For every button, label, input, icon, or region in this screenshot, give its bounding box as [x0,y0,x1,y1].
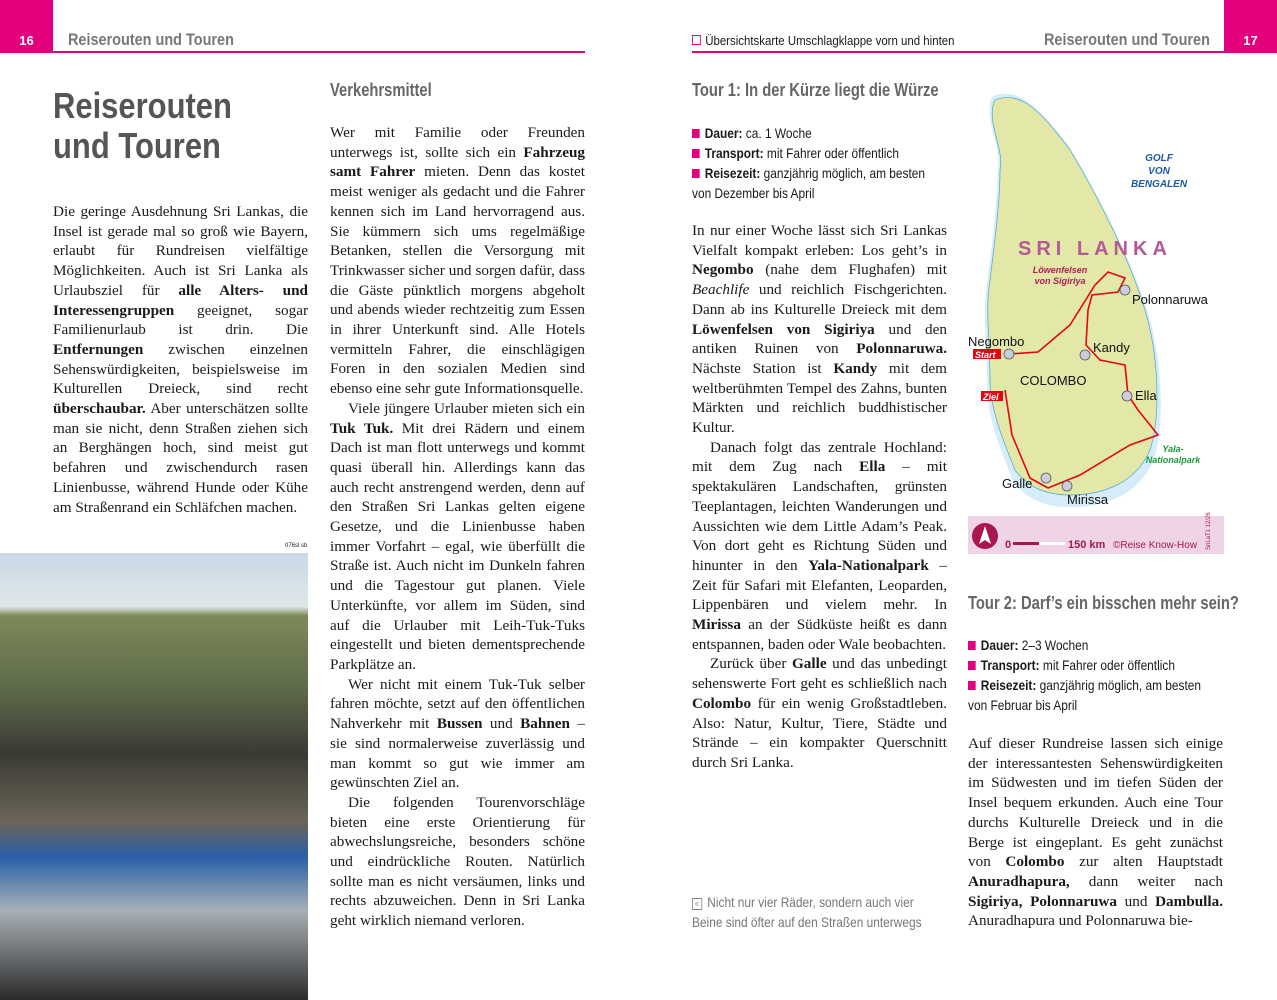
sight-label: von Sigiriya [1034,276,1086,286]
tour2-text [968,734,1223,931]
photo-credit: 076sl sb [285,543,308,549]
fact-item: Reisezeit: ganzjährig möglich, am besten von Dezember bis April [692,163,947,203]
start-label: Start [975,350,996,360]
caption-icon: < [692,898,702,910]
fact-item: Transport: mit Fahrer oder öffentlich [968,655,1223,675]
map-copyright: ©Reise Know-How [1113,540,1198,551]
place-galle: Galle [1002,476,1033,491]
svg-text:GOLFVONBENGALEN [1131,153,1188,190]
park-label: Yala- [1162,444,1184,454]
title-line-1: Reiserouten [53,85,232,126]
park-label: Nationalpark [1145,455,1201,465]
place-negombo: Negombo [968,334,1025,349]
left-column-1 [53,202,308,517]
svg-text:Löwenfelsenvon Sigiriya [1033,265,1088,286]
page-number-right: 17 [1224,0,1277,53]
tour1-facts [692,123,947,203]
fact-item: Dauer: 2–3 Wochen [968,635,1223,655]
fact-item: Transport: mit Fahrer oder öffentlich [692,143,947,163]
paragraph: Die folgenden Tourenvorschläge bieten eine erste Orientierung für abwechslungsreiche, besonders schöne und eindrückliche Routen. Natürlich sollte man es nicht versäumen, links und rechts abzuweichen. Denn in Sri Lanka geht wirklich niemand verloren. [330,793,585,930]
end-label: Ziel [983,392,999,402]
header-rule-right [692,51,1224,53]
running-head-left: Reiserouten und Touren [68,30,234,49]
paragraph: Auf dieser Rundreise lassen sich einige der interessantesten Sehenswürdigkeiten im Südwesten und im tiefen Süden der Insel bequem erkunden. Auch eine Tour durchs Kulturelle Dreieck und in die Berge ist eingeplant. Es geht zunächst von Colombo zur alten Hauptstadt Anuradhapura, dann weiter nach Sigiriya, Polonnaruwa und Dambulla. Anuradhapura und Polonnaruwa bie- [968,735,1223,930]
page-title [53,86,232,166]
sea-label: BENGALEN [1130,179,1188,190]
map-sri-lanka [960,90,1230,560]
checkbox-icon [692,35,701,45]
fact-item: Dauer: ca. 1 Woche [692,123,947,143]
tour2-facts [968,635,1223,715]
country-label: SRI LANKA [1018,238,1172,260]
photo-buffalo-road [0,553,308,1000]
sight-label: Löwenfelsen [1032,265,1088,275]
sea-label: VON [1148,166,1170,177]
place-mirissa: Mirissa [1067,492,1109,507]
map-code: SriLaT1 12/26 [1206,512,1212,550]
caption-text: Nicht nur vier Räder, sondern auch vier Beine sind öfter auf den Straßen unterwegs [692,894,922,930]
left-column-2 [330,123,585,931]
place-kandy: Kandy [1093,340,1130,355]
place-colombo: COLOMBO [1020,373,1087,388]
scale-zero: 0 [1005,539,1012,551]
paragraph: Wer nicht mit einem Tuk-Tuk selber fahren möchte, setzt auf den öffentlichen Nahverkehr mit Bussen und Bahnen – sie sind normalerweise zuverlässig und man kommt so gut wie immer am gewünschten Ziel an. [330,675,586,792]
page-number-left: 16 [0,0,53,53]
running-head-right: Reiserouten und Touren [1044,30,1210,49]
paragraph: Zurück über Galle und das unbedingt sehenswerte Fort geht es schließlich nach Colombo für ein wenig Großstadtleben. Also: Natur, Kultur, Tiere, Städte und Strände – ein kompakter Querschnitt durch Sri Lanka. [692,655,948,771]
tour1-text [692,221,947,773]
place-ella: Ella [1135,388,1157,403]
paragraph: Die geringe Ausdehnung Sri Lankas, die Insel ist gerade mal so groß wie Bayern, erlaubt für Rundreisen vielfältige Möglichkeiten. Auch ist Sri Lanka als Urlaubsziel für alle Alters- und Interessengruppen geeignet, sogar Familienurlaub ist drin. Die Entfernungen zwischen einzelnen Sehenswürdigkeiten, beispielsweise im Kulturellen Dreieck, sind recht überschaubar. Aber unterschätzen sollte man sie nicht, denn Straßen ziehen sich an Berghängen hoch, sind meist gut befahren und zwischendurch rasen Linienbusse, während Hunde oder Kühe am Straßenrand ein Schläfchen machen. [53,203,308,516]
photo-caption [692,892,947,932]
place-polonnaruwa: Polonnaruwa [1132,292,1208,307]
tour2-heading: Tour 2: Darf’s ein bisschen mehr sein? [968,593,1239,613]
heading-verkehrsmittel: Verkehrsmittel [330,80,432,100]
scale-km: 150 km [1068,539,1106,551]
crossref-text: Übersichtskarte Umschlagklappe vorn und hinten [705,33,955,48]
paragraph: Viele jüngere Urlauber mieten sich ein Tuk Tuk. Mit drei Rädern und einem Dach ist man flott unterwegs und kommt quasi überall hin. Allerdings kann das auch recht anstrengend werden, denn auf den Straßen Sri Lankas gelten eigene Gesetze, und die Linienbusse haben immer Vorfahrt – egal, wie überfüllt die Straße ist. Auch nicht im Dunkeln fahren und die Tagestour gut planen. Viele Unterkünfte, vor allem im Süden, sind auf die Urlauber mit Leih-Tuk-Tuks eingestellt und bieten dementsprechende Parkplätze an. [330,399,585,673]
tour1-heading: Tour 1: In der Kürze liegt die Würze [692,80,939,100]
sea-label: GOLF [1145,153,1173,164]
header-rule-left [53,51,585,53]
crossref[interactable] [692,33,954,48]
title-line-2: und Touren [53,125,221,166]
paragraph: Wer mit Familie oder Freunden unterwegs ist, sollte sich ein Fahrzeug samt Fahrer mieten. Denn das kostet meist weniger als gedacht und die Fahrer kennen sich im Land hervorragend aus. Sie kümmern sich ums regelmäßige Betanken, stellen die Versorgung mit Trinkwasser sicher und sorgen dafür, dass die Gäste pünktlich morgens abgeholt und abends wieder rechtzeitig zum Essen in ihrer Unterkunft sind. Alle Hotels vermitteln Fahrer, die einschlägigen Foren in den sozialen Medien sind ebenso eine sehr gute Informationsquelle. [330,124,586,398]
paragraph: Danach folgt das zentrale Hochland: mit dem Zug nach Ella – mit spektakulären Landschaften, grünsten Teeplantagen, leichten Wanderungen und Aussichten wie dem Little Adam’s Peak. Von dort geht es Richtung Süden und hinunter in den Yala-Nationalpark – Zeit für Safari mit Elefanten, Leoparden, Lippenbären und vielem mehr. In Mirissa an der Südküste heißt es dann entspannen, baden oder Wale beobachten. [692,438,947,653]
paragraph: In nur einer Woche lässt sich Sri Lankas Vielfalt kompakt erleben: Los geht’s in Negombo (nahe dem Flughafen) mit Beachlife und reichlich Fischgerichten. Dann ab ins Kulturelle Dreieck mit dem Löwenfelsen von Sigiriya und den antiken Ruinen von Polonnaruwa. Nächste Station ist Kandy mit dem weltberühmten Tempel des Zahns, bunten Märkten und reichlich buddhistischer Kultur. [692,222,947,437]
fact-item: Reisezeit: ganzjährig möglich, am besten von Februar bis April [968,675,1223,715]
